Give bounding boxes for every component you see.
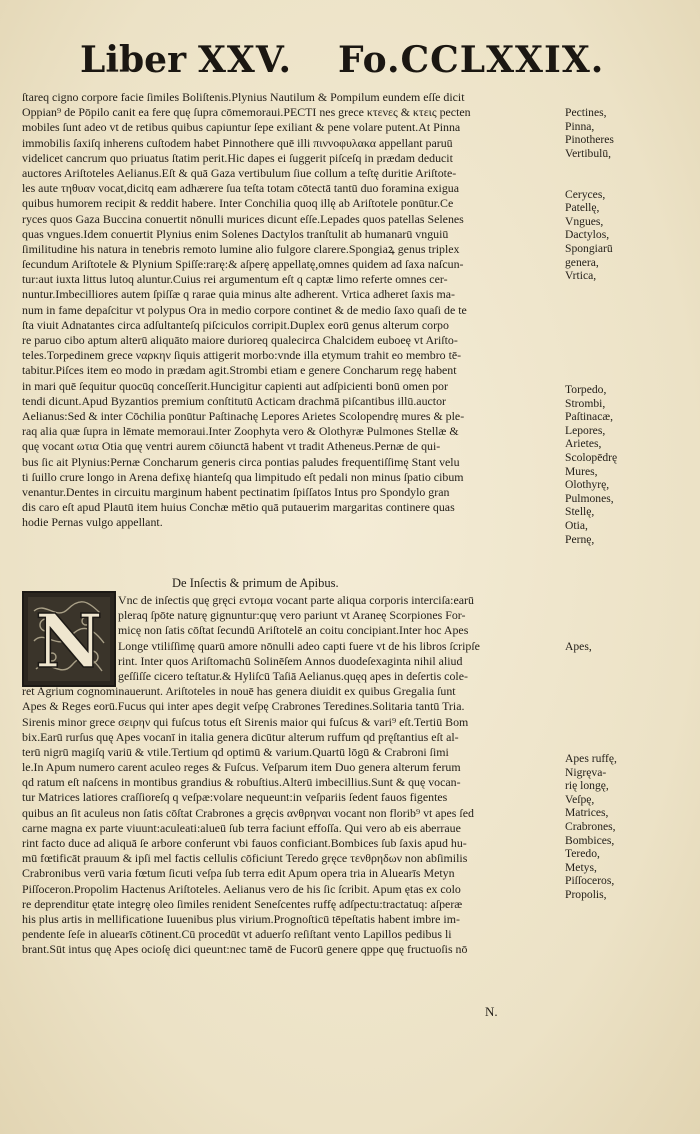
text-line: brant.Sūt intus quę Apes ocioſę dici queunt:nec tamē de Fucorū genere qppe quę fructuoſis nō [22,942,468,957]
text-line: venantur.Dentes in circuitu marginum habent pectinatim ſpiſſatos Intus pro Spondylo gran [22,484,450,499]
margin-note: Vrtica, [565,269,597,283]
text-line: ti ſuillo crure longo in Arena defixę hianteſq qua limpitudo eſt pedali non minus ſpatio cibum [22,469,464,484]
text-line: auctores Ariſtoteles Aelianus.Eſt & quā Gaza vertibulum ſiue collum a teſtę duritie Ariſtote- [22,165,457,180]
margin-note: Teredo, [565,847,600,861]
text-line: immobilis ſaxiſq inherens cuſtodem habet Pinnothere quē illi πιννοφυλακα appellant paruū [22,135,453,150]
text-line: his plus artis in mellificatione Iuuenibus plus virium.Prognoſticū tēpeſtatis habent imbre im- [22,911,460,926]
text-line: ſtareq cigno corpore facie ſimiles Boliſtenis.Plynius Nautilum & Pompilum eundem eſſe dicit [22,90,465,104]
margin-note: Piſſoceros, [565,874,615,888]
margin-notes-3 [565,752,695,902]
margin-note: Pernę, [565,532,595,546]
text-line: quę vocant ωτια Otia quę ventri aurem cōiunctā habent vt tradit Atheneus.Pernæ de qui- [22,439,441,454]
text-line: nuntur.Imbecilliores autem ſpiſſæ q rarae quia minus alte adherent. Vrtica adheret ſaxis ma- [22,287,455,302]
header-folio-number: Fo.CCLXXIX. [338,39,605,81]
margin-note: Metys, [565,860,597,874]
text-line: num in fame depaſcitur vt polypus Ora in medio corpore continet & de medio ſaxo quaſi de te [22,302,467,317]
text-line: bix.Earū rurſus quę Apes vocanī in italia genera dicūtur alterum ruffum qd pręſtantius eſt al- [22,729,459,744]
margin-notes-1 [565,106,695,283]
text-line: Vnc de inſectis quę gręci εντομα vocant parte aliqua corporis interciſa:earū [118,593,474,607]
text-line: mobiles ſunt adeo vt de retibus quibus capiuntur ſepe exiliant & pene volare putent.At Pinna [22,120,461,135]
margin-note: Propolis, [565,887,607,901]
margin-note: Otia, [565,518,588,532]
margin-note: Vngues, [565,214,604,228]
text-line: Crabronibus verū varia fœtum ſicuti veſpa ſub terra edit Apum opera tria in Aluearīs Metyn [22,866,455,881]
margin-notes-2 [565,383,695,546]
text-line: raq alia quæ ſupra in lēmate memoraui.Inter Zoophyta vero & Olothyræ Pulmones Stellæ & [22,424,459,439]
margin-note: genera, [565,255,599,269]
margin-note: Scolopēdrę [565,450,618,464]
text-line: Oppian⁹ de Pōpilo canit ea fere quę ſupra cōmemoraui.PECTI nes grece κτενες & κτεις pecten [22,105,471,120]
text-line: tur:aut iuxta littus lutoq aluntur.Cuius rei argumentum eſt q captæ limo referte omnes cer- [22,272,448,287]
text-line: quibus humorem recipit & reddit habere. Inter Conchilia quoq illę ab Ariſtotele ponūtur.Ce [22,196,454,211]
text-line: rint. Inter quos Ariſtomachū Solinēſem Annos duodeſexaginta nihil aliud [118,653,463,668]
margin-note: rię longę, [565,779,609,793]
margin-note: Strombi, [565,396,606,410]
text-line: Piſſoceron.Propolim Hactenus Ariſtoteles. Aelianus vero de his ſic ſcribit. Apum ętas ex colo [22,881,461,896]
margin-note: Paſtinacæ, [565,410,613,424]
initial-letter: N [35,599,103,685]
text-line: dis caro eſt apud Plautū item huius Conchæ mētio quā putauerim margaritas continere quas [22,500,455,515]
text-line: rint facto duce ad aliquā ſe arbore conferunt vbi fauos conficiant.Bombices ſub ſaxis apud hu- [22,836,467,850]
text-line: ſecundum Ariſtotele & Plynium Spiſſe:rarę:& aſperę appellatę,omnes quidem ad ſaxa naſcun- [22,257,464,272]
text-line: geſſiſſe cicero teſtatur.& Hyliſcū Taſiā Aelianus.quęq apes in deſertis cole- [118,668,468,683]
text-line: terū nigrū magiſq variū & vtile.Tertium qd optimū & varium.Quartū lōgū & Crabroni ſimi [22,744,449,759]
margin-note: Spongiarū [565,241,613,255]
margin-note: Stellę, [565,505,595,519]
margin-note: Pectines, [565,106,607,119]
text-line: teles.Torpedinem grece ναρκην ſiquis attigerit morbo:vnde illa etymum trahit eo membro tē- [22,348,462,363]
section-heading: De Inſectis & primum de Apibus. [172,576,339,590]
text-line: Sirenis minor grece σειρην qui fuſcus totus eſt Sirenis maior qui fuſcus & vari⁹ eſt.Tertiū Bom [22,714,469,729]
text-line: re deprenditur ętate integrę oleo ſimiles renident Seneſcentes ruffę adſpectu:tractatuq: aſperæ [22,896,463,911]
margin-note: Apes, [565,640,592,653]
text-line: in mari quē ſequitur quocūq conceſſerit.Huncigitur capienti aut adſpicienti bonū omen por [22,378,448,393]
margin-note: Lepores, [565,423,606,437]
text-line: les aute τηθυαν vocat,dicitq eam adhærere ſua teſta totam cōtectā tantū duo foramina exigua [22,181,459,196]
margin-note: Pinotheres [565,133,614,147]
margin-note [565,174,695,188]
margin-note: Bombices, [565,833,615,847]
text-line: ſta viuit Adnatantes circa adſultanteſq piſciculos corripit.Duplex eorū genus alterum corpo [22,317,449,332]
signature-mark: N. [485,1004,498,1019]
margin-note: Ceryces, [565,187,606,201]
margin-note [565,160,695,174]
margin-note: Olothyrę, [565,478,610,492]
text-line: mū fœtificāt prauum & ipſi mel factis cellulis cōficiunt Teredo gręce τενθρηδων non abſimilis [22,851,468,866]
main-text-section-2 [22,593,562,958]
text-line: hodie Pernas vulgo appellant. [22,515,163,530]
margin-note: Torpedo, [565,383,607,396]
margin-note: Pinna, [565,119,595,133]
text-line: re paruo cibo aptum alterū aliquāto maiore durioreq qualecirca Chalcidem euboeę vt Ariſto- [22,333,458,347]
text-line: pleraq ſpōte naturę gignuntur:quę vero pariunt vt Araneę Scorpiones For- [118,608,466,623]
text-line: pendente ſeſe in aluearīs cōtinent.Cū procedūt vt aduerſo reſiſtant vento Lapillos pedibus li [22,927,452,942]
margin-note: Patellę, [565,201,600,215]
margin-note: Vertibulū, [565,146,612,160]
header-liber: Liber [80,39,187,81]
text-line: micę non ſatis cōſtat ſecundū Ariſtotelē an coitu concipiant.Inter hoc Apes [118,623,469,638]
text-line: Aelianus:Sed & inter Cōchilia ponūtur Paſtinachę Lepores Arietes Scolopendrę mures & ple- [22,408,465,423]
margin-note: Pulmones, [565,491,614,505]
text-line: quibus an ſit aculeus non ſatis cōſtat Crabrones a gręcis ανθρηναι vocant non florib⁹ vt apes ſed [22,805,474,820]
text-line: ſimilitudine his natura in tenebris remoto lumine alio fulgore clarere.Spongiaꝝ genus triplex [22,241,460,256]
margin-note: Mures, [565,464,598,478]
text-line: ryces quos Gaza Buccina conuertit nōnulli murices dicunt eſſe.Lepades quos patellas Selenes [22,211,464,226]
text-line: tur Matrices latiores craſſioreſq q veſpæ:volare nequeunt:in veſpariis ſedent fauos figentes [22,790,448,805]
text-line: le.In Apum numero carent aculeo reges & Fuſcus. Veſparum item Duo genera alterum ferum [22,760,461,775]
margin-note: Veſpę, [565,792,595,806]
text-line: Apes & Reges eorū.Fucus qui inter apes degit veſpę Crabrones Teredines.Solitaria tantū Tria. [22,699,465,714]
text-line: carne magna ex parte viuunt:aculeati:alueū ſub terra faciunt effoſſa. Qui vero ab eis aberraue [22,820,461,835]
margin-note: Dactylos, [565,228,610,242]
text-line: Longe vtiliſſimę quarū amore nōnulli adeo capti fuere vt de his libros ſcripſe [118,638,480,653]
text-line: qd ratum eſt naſcens in montibus grandius & robuſtius.Alterū imbecillius.Sunt & quę vocan- [22,775,461,790]
header-book-number: XXV. [198,39,293,81]
text-line: quas vngues.Idem conuertit Plynius enim Solenes Dactylos tranſtulit ab humanarū vnguiū [22,226,449,241]
margin-note: Nigręva- [565,765,607,779]
text-line: ret Agrium cognominauerunt. Ariſtoteles in nouē has genera diuidit ex quibus Gregalia ſunt [22,684,456,699]
text-line: tabitur.Piſces item eo modo in prædam agit.Strombi etiam e genere Concharum regę habent [22,363,457,378]
margin-notes-apes [565,640,695,654]
margin-note: Matrices, [565,806,609,820]
text-line: videlicet cancrum quo priuatus ſtatim perit.Hic dapes ei ſuggerit piſceſq in prædam deducit [22,150,453,165]
text-line: bus ſic ait Plynius:Pernæ Concharum generis circa pontias paludes frequentiſſimę Stant velu [22,454,460,469]
margin-note: Crabrones, [565,819,616,833]
text-line: tendi dicunt.Apud Byzantios premium conſtitutū Acticam drachmā piſcantibus illū.auctor [22,393,447,408]
margin-note: Apes ruffę, [565,752,617,765]
margin-note: Arietes, [565,437,602,451]
main-text-section-1 [22,90,562,530]
